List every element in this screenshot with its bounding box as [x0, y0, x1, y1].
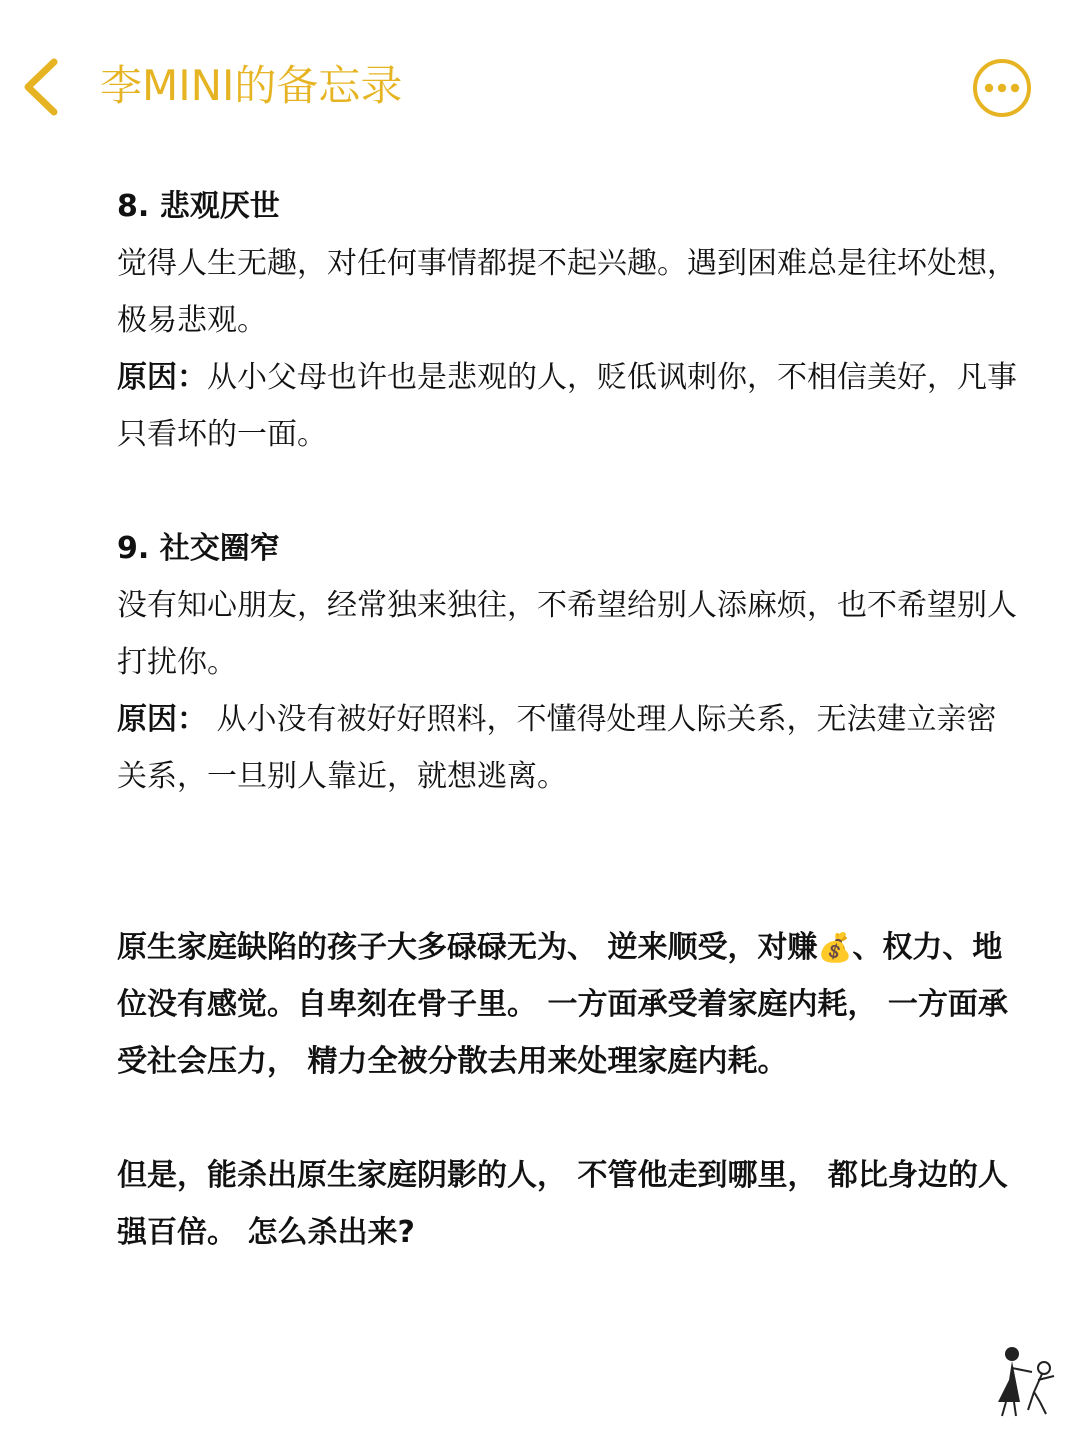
summary-part-2: 、权力、地位没有感觉。自卑刻在骨子里。 一方面承受着家庭内耗， 一方面承受社会压力， 精力全被分散去用来处理家庭内耗。: [117, 930, 1008, 1079]
header-bar: [0, 0, 1080, 170]
more-button[interactable]: [972, 58, 1032, 118]
reason-text: 从小父母也许也是悲观的人，贬低讽刺你，不相信美好，凡事只看坏的一面。: [117, 360, 1017, 452]
section-8-heading: 8. 悲观厌世: [117, 189, 280, 224]
summary-part-1: 原生家庭缺陷的孩子大多碌碌无为、 逆来顺受，对赚: [117, 930, 818, 965]
spacer: [117, 805, 1017, 919]
section-9-description: 没有知心朋友，经常独来独往，不希望给别人添麻烦，也不希望别人打扰你。: [117, 588, 1017, 680]
spacer: [117, 1090, 1017, 1147]
section-8-reason: [117, 349, 1017, 463]
chevron-left-icon: [18, 56, 68, 118]
section-9-reason: [117, 691, 1017, 805]
summary-paragraph: [117, 919, 1017, 1090]
money-bag-icon: 💰: [817, 931, 853, 964]
more-horizontal-icon: [972, 58, 1032, 118]
section-8-description: 觉得人生无趣，对任何事情都提不起兴趣。遇到困难总是往坏处想，极易悲观。: [117, 246, 1017, 338]
reason-label: 原因：: [117, 702, 207, 737]
page-title: 李MINI的备忘录: [100, 61, 403, 110]
reason-text: 从小没有被好好照料，不懂得处理人际关系，无法建立亲密关系，一旦别人靠近，就想逃离。: [117, 702, 997, 794]
spacer: [117, 463, 1017, 520]
back-button[interactable]: [18, 56, 68, 118]
section-9-heading: 9. 社交圈窄: [117, 531, 280, 566]
couple-illustration-icon: [982, 1340, 1062, 1420]
reason-label: 原因：: [117, 360, 207, 395]
note-body: [117, 178, 1017, 1261]
closing-paragraph: 但是，能杀出原生家庭阴影的人， 不管他走到哪里， 都比身边的人强百倍。 怎么杀出来?: [117, 1158, 1008, 1250]
